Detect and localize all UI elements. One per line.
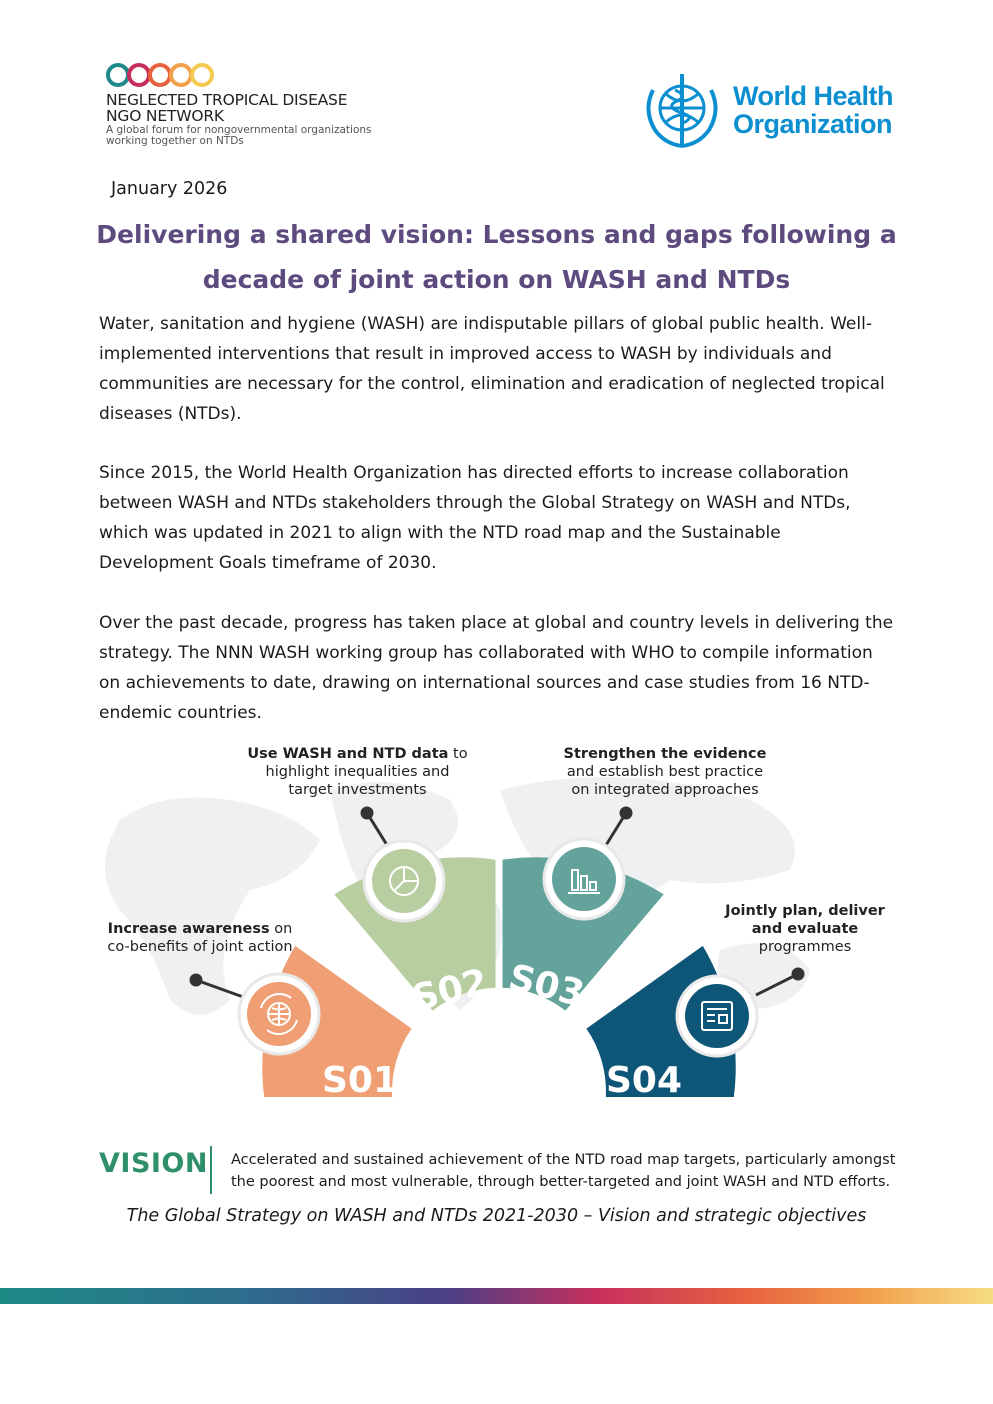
objective-s01-label: Increase awareness on co-benefits of joint action (107, 921, 293, 955)
page-title: Delivering a shared vision: Lessons and gaps following a decade of joint action on WASH and NTDs (96, 220, 897, 294)
nnn-rings-icon (106, 63, 406, 87)
paragraph-wash-intro: Water, sanitation and hygiene (WASH) are indisputable pillars of global public health. Well- implemented interventions that result in improved access to WASH by individuals and communities are necessary for the control, elimination and eradication of neglected tropical diseases (NTDs). (99, 314, 885, 424)
objective-s03-label: Strengthen the evidence and establish best practice on integrated approaches (563, 746, 767, 798)
figure-caption: The Global Strategy on WASH and NTDs 2021-2030 – Vision and strategic objectives (126, 1206, 867, 1226)
nnn-tagline: A global forum for nongovernmental organizations working together on NTDs (106, 124, 372, 147)
bar-chart-down-icon (544, 839, 624, 919)
objective-s02-label: Use WASH and NTD data to highlight inequalities and target investments (247, 746, 468, 798)
pie-chart-icon (364, 841, 444, 921)
paragraph-progress: Over the past decade, progress has taken place at global and country levels in delivering the strategy. The NNN WASH working group has collaborated with WHO to compile information on achievements to date, drawing on international sources and case studies from 16 NTD- endemic countries. (99, 613, 894, 723)
nnn-title: NEGLECTED TROPICAL DISEASE NGO NETWORK (106, 91, 348, 125)
paragraph-who-strategy: Since 2015, the World Health Organization has directed efforts to increase collaboration between WASH and NTDs stakeholders through the Global Strategy on WASH and NTDs, which was updated in 2021 to align with the NTD road map and the Sustainable Development Goals timeframe of 2030. (99, 463, 851, 573)
globe-refresh-icon (239, 974, 319, 1054)
who-name: World Health Organization (733, 81, 894, 139)
code-s01: S01 (322, 1060, 399, 1101)
code-s03: S03 (504, 956, 589, 1016)
vision-label: VISION (99, 1148, 208, 1179)
vision-divider (210, 1146, 212, 1194)
vision-statement: Accelerated and sustained achievement of the NTD road map targets, particularly amongst the poorest and most vulnerable, through better-targeted and joint WASH and NTD efforts. (231, 1152, 896, 1190)
code-s02: S02 (408, 961, 492, 1020)
newspaper-icon (677, 976, 757, 1056)
strategy-infographic (0, 730, 993, 1120)
publication-date: January 2026 (111, 179, 228, 199)
footer-color-band (0, 1288, 993, 1304)
code-s04: S04 (606, 1060, 683, 1101)
who-logo (637, 70, 907, 150)
nnn-logo (106, 63, 406, 147)
objective-s04-label: Jointly plan, deliver and evaluate programmes (725, 903, 885, 955)
who-emblem-icon (637, 70, 727, 150)
